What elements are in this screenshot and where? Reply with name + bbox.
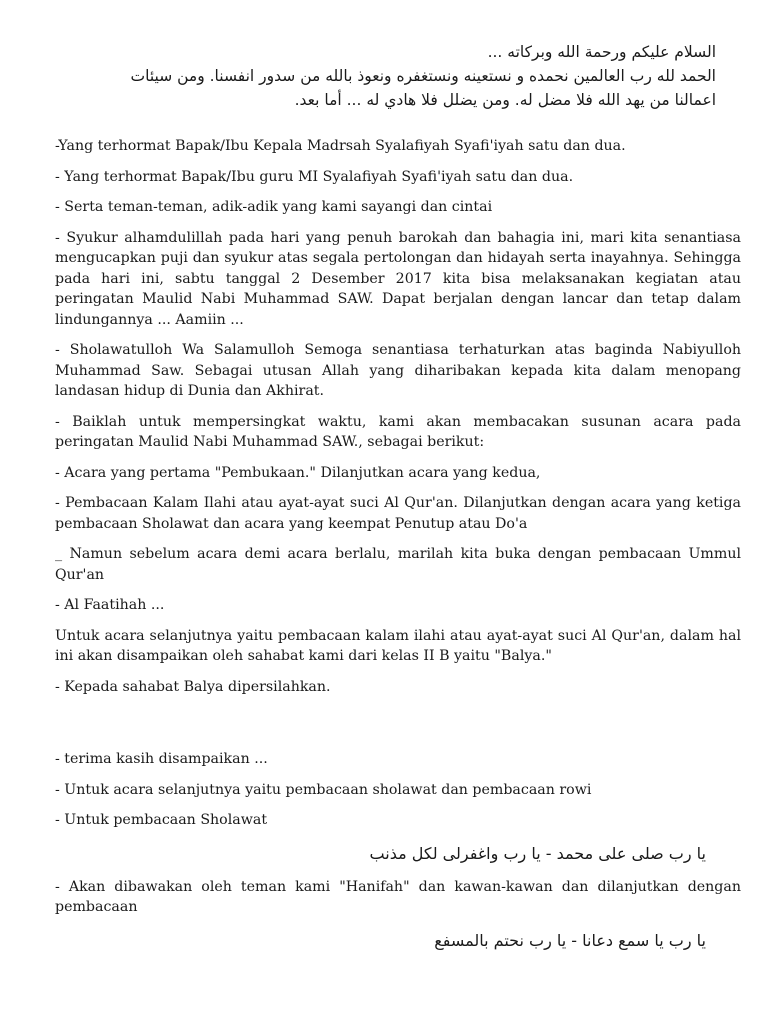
blank-space: [55, 707, 741, 749]
paragraph-agenda-first: - Acara yang pertama "Pembukaan." Dilanjutkan acara yang kedua,: [55, 464, 541, 481]
arabic-sholawat-line-2: يا رب يا سمع دعانا - يا رب نحتم بالمسفع: [434, 930, 706, 950]
paragraph-greeting-headmaster: -Yang terhormat Bapak/Ibu Kepala Madrsah Syalafiyah Syafi'iyah satu dan dua.: [55, 138, 626, 154]
paragraph-thanks: - terima kasih disampaikan ...: [55, 751, 268, 767]
arabic-line-2: الحمد لله رب العالمين نحمده و نستعينه ونستغفره ونعوذ بالله من سدور انفسنا. ومن سيئات: [130, 67, 716, 85]
paragraph-kalam-ilahi: Untuk acara selanjutnya yaitu pembacaan kalam ilahi atau ayat-ayat suci Al Qur'an, dalam hal ini akan disampaikan oleh sahabat kami dari kelas II B yaitu "Balya.": [55, 627, 741, 664]
paragraph-agenda-rest: - Pembacaan Kalam Ilahi atau ayat-ayat suci Al Qur'an. Dilanjutkan dengan acara yang ketiga pembacaan Sholawat dan acara yang keempat Penutup atau Do'a: [55, 495, 741, 532]
arabic-sholawat-line-1: يا رب صلى على محمد - يا رب واغفرلى لكل مذنب: [369, 843, 706, 863]
paragraph-agenda-intro: - Baiklah untuk mempersingkat waktu, kami akan membacakan susunan acara pada peringatan Maulid Nabi Muhammad SAW., sebagai berikut:: [55, 413, 741, 450]
paragraph-al-faatihah: - Al Faatihah ...: [55, 597, 165, 613]
arabic-line-3: اعمالنا من يهد الله فلا مضل له. ومن يضلل فلا هادي له ... أما بعد.: [294, 91, 716, 109]
paragraph-next-agenda: - Untuk acara selanjutnya yaitu pembacaan sholawat dan pembacaan rowi: [55, 781, 592, 798]
paragraph-ummul-quran: _ Namun sebelum acara demi acara berlalu, marilah kita buka dengan pembacaan Ummul Qur'an: [55, 546, 741, 583]
paragraph-invite-balya: - Kepada sahabat Balya dipersilahkan.: [55, 678, 331, 695]
paragraph-gratitude: - Syukur alhamdulillah pada hari yang penuh barokah dan bahagia ini, mari kita senantiasa mengucapkan puji dan syukur atas segala pertolongan dan hidayah serta inayahnya. Sehingga pada hari ini, sabtu tanggal 2 Desember 2017 kita bisa melaksanakan kegiatan atau peringatan Maulid Nabi Muhammad SAW. Dapat berjalan dengan lancar dan tetap dalam lindungannya ... Aamiin ...: [55, 229, 741, 328]
paragraph-greeting-friends: - Serta teman-teman, adik-adik yang kami sayangi dan cintai: [55, 199, 493, 215]
paragraph-greeting-teachers: - Yang terhormat Bapak/Ibu guru MI Syalafiyah Syafi'iyah satu dan dua.: [55, 168, 574, 185]
paragraph-sholawat-reading: - Untuk pembacaan Sholawat: [55, 812, 268, 828]
paragraph-sholawat: - Sholawatulloh Wa Salamulloh Semoga senantiasa terhaturkan atas baginda Nabiyulloh Muhammad Saw. Sebagai utusan Allah yang diharibakan kepada kita dalam menopang landasan hidup di Dunia dan Akhirat.: [55, 342, 741, 399]
arabic-line-1: السلام عليكم ورحمة الله وبركاته ...: [487, 43, 716, 61]
arabic-opening-greeting: [55, 40, 716, 112]
paragraph-hanifah: - Akan dibawakan oleh teman kami "Hanifah" dan kawan-kawan dan dilanjutkan dengan pembacaan: [55, 878, 741, 915]
